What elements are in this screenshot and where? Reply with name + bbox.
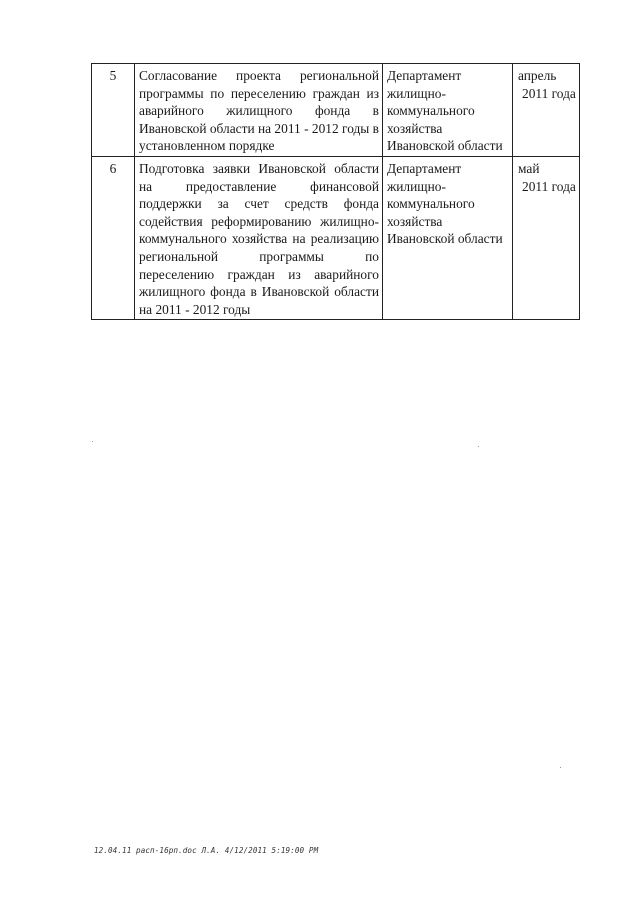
deadline-cell (513, 156, 580, 319)
scan-speck (478, 446, 479, 447)
table-row (92, 64, 580, 157)
deadline-cell (513, 64, 580, 157)
deadline-year: 2011 года (522, 85, 576, 101)
responsible-department: Департамент жилищно-коммунального хозяйства Ивановской области (383, 156, 513, 319)
deadline-month: май (518, 160, 540, 176)
activity-description: Согласование проекта региональной программы по переселению граждан из аварийного жилищного фонда в Ивановской области на 2011 - 2012 годы в установленном порядке (135, 64, 383, 157)
scan-speck (92, 441, 93, 442)
scan-speck (560, 767, 561, 768)
activity-description: Подготовка заявки Ивановской области на предоставление финансовой поддержки за счет средств фонда содействия реформированию жилищно-коммунального хозяйства на реализацию региональной программы по переселению граждан из аварийного жилищного фонда в Ивановской области на 2011 - 2012 годы (135, 156, 383, 319)
document-footer: 12.04.11 расп-16рп.doc Л.А. 4/12/2011 5:19:00 PM (94, 846, 319, 855)
row-number: 5 (92, 64, 135, 157)
row-number: 6 (92, 156, 135, 319)
deadline-year: 2011 года (522, 178, 576, 194)
plan-table (91, 63, 580, 320)
deadline-month: апрель (518, 68, 557, 83)
table-row (92, 156, 580, 319)
responsible-department: Департамент жилищно-коммунального хозяйства Ивановской области (383, 64, 513, 157)
